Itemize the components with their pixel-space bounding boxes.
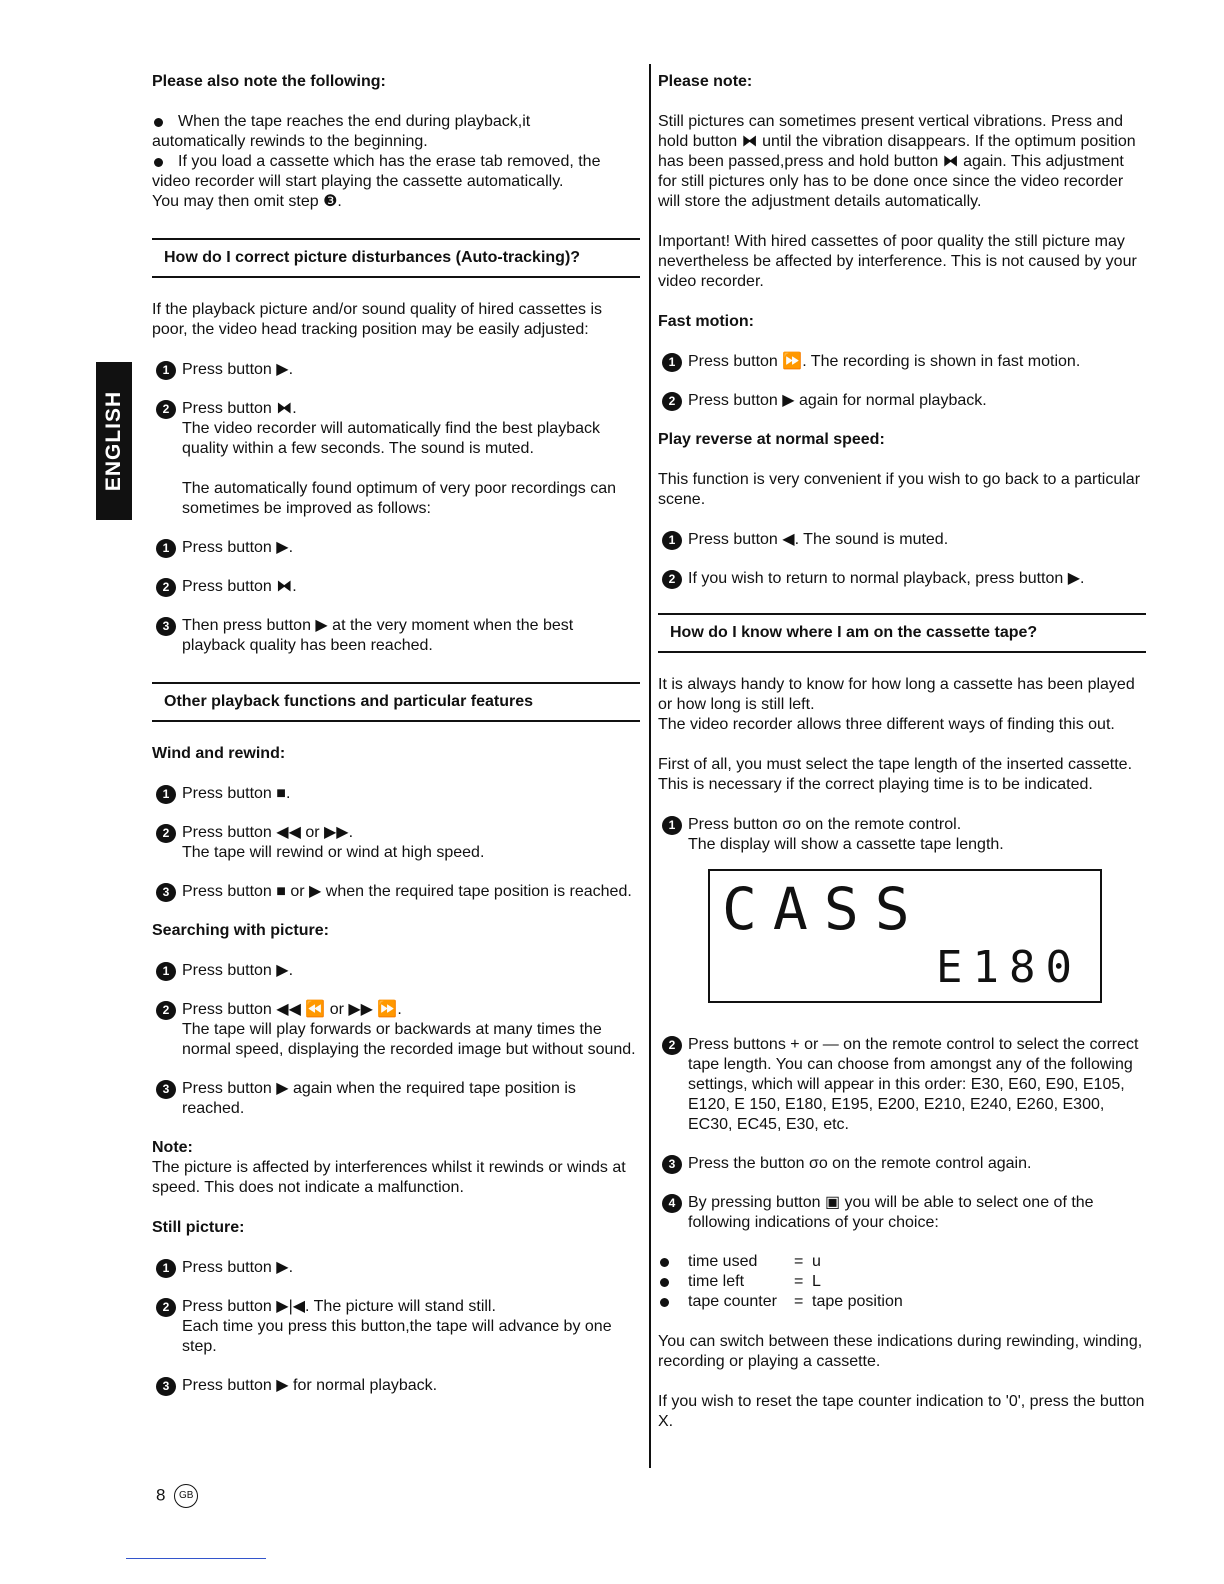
step-item [658,1154,1146,1174]
note-line: You may then omit step ❸. [152,193,342,210]
step-text: Press button ▶ again when the required tape position is reached. [182,1080,576,1117]
step-number: 2 [662,1036,682,1055]
indication-equals: = [794,1293,804,1310]
step-text: Press button ▶. [182,1259,294,1276]
reverse-intro: This function is very convenient if you wish to go back to a particular scene. [658,471,1141,508]
step-item [152,823,640,863]
indication-row [658,1252,1146,1272]
step-number: 1 [662,816,682,835]
step-number: 1 [156,962,176,981]
tape-intro1: It is always handy to know for how long a cassette has been played or how long is still left. [658,676,1135,713]
fast-heading: Fast motion: [658,313,754,330]
still-heading: Still picture: [152,1219,245,1236]
indication-label: time used [688,1253,758,1270]
step-text: Press button ▶ for normal playback. [182,1377,438,1394]
section-title-other-functions: Other playback functions and particular features [152,682,640,722]
step-number: 3 [662,1155,682,1174]
step-item [152,616,640,656]
region-badge: GB [174,1484,198,1508]
step-number: 1 [662,531,682,550]
step-number: 2 [156,400,176,419]
step-item [658,815,1146,855]
step-text: Press button ■. [182,785,291,802]
step-text: Press button ▶. [182,962,294,979]
step-text: Press buttons + or — on the remote control to select the correct tape length. You can choose from amongst any of the following settings, which will appear in this order: E30, E60, E90, E105, E120, E 150, E180, E195, E200, E210, E240, E260, E300, EC30, EC45, E30, etc. [688,1036,1139,1133]
step-text: Then press button ▶ at the very moment when the best playback quality has been reached. [182,617,574,654]
footer-rule [126,1558,266,1559]
display-tape-length: E180 [936,942,1082,993]
step-number: 2 [662,392,682,411]
step-subtext: The automatically found optimum of very poor recordings can sometimes be improved as follows: [182,480,616,517]
step-number: 2 [156,578,176,597]
step-text: Press button ■ or ▶ when the required tape position is reached. [182,883,632,900]
step-text: Press button ▶ again for normal playback. [688,392,987,409]
page-number: 8 [156,1485,166,1505]
step-item [658,391,1146,411]
step-text: Press button ⧓. [182,400,297,417]
step-text: Press button ▶. [182,539,294,556]
indication-label: tape counter [688,1293,777,1310]
note-line: automatically rewinds to the beginning. [152,133,428,150]
indication-list [658,1252,1146,1312]
step-number: 3 [156,1080,176,1099]
indication-value: tape position [812,1293,903,1310]
step-number: 1 [156,1259,176,1278]
display-mode-text: CASS [722,875,926,943]
note-line: video recorder will start playing the cassette automatically. [152,173,564,190]
indication-equals: = [794,1273,804,1290]
step-text: Press button ⧓. [182,578,297,595]
note2-text: The picture is affected by interferences whilst it rewinds or winds at speed. This does not indicate a malfunction. [152,1159,626,1196]
step-text: Press button ▶|◀. The picture will stand still. [182,1298,496,1315]
step-item [152,961,640,981]
language-tab [96,362,132,520]
step-number: 1 [156,785,176,804]
left-column [152,68,640,1415]
wind-heading: Wind and rewind: [152,745,286,762]
step-item [152,1079,640,1119]
section-title-cassette-position: How do I know where I am on the cassette tape? [658,613,1146,653]
step-number: 3 [156,617,176,636]
important-text: Important! With hired cassettes of poor quality the still picture may nevertheless be affected by interference. This is not caused by your video recorder. [658,233,1137,290]
step-item [658,530,1146,550]
step-number: 2 [662,570,682,589]
reverse-heading: Play reverse at normal speed: [658,431,885,448]
search-heading: Searching with picture: [152,922,329,939]
please-note-heading: Please note: [658,73,753,90]
switch-text: You can switch between these indications during rewinding, winding, recording or playing a cassette. [658,1333,1143,1370]
step-item [152,882,640,902]
indication-label: time left [688,1273,745,1290]
step-item [152,1258,640,1278]
step-item [658,1035,1146,1135]
step-subtext: The tape will rewind or wind at high speed. [182,844,485,861]
indication-row [658,1292,1146,1312]
section-title-autotracking: How do I correct picture disturbances (Auto-tracking)? [152,238,640,278]
step-subtext: The tape will play forwards or backwards at many times the normal speed, displaying the recorded image but without sound. [182,1021,636,1058]
step-item [152,577,640,597]
note-heading: Please also note the following: [152,73,386,90]
step-item [152,1297,640,1357]
step-item [658,352,1146,372]
step-number: 1 [156,539,176,558]
right-column [658,68,1146,1432]
step-item [152,1000,640,1060]
step-item [152,538,640,558]
reset-text: If you wish to reset the tape counter indication to '0', press the button X. [658,1393,1145,1430]
step-subtext: The display will show a cassette tape length. [688,836,1004,853]
language-label: ENGLISH [102,390,125,492]
step-item [658,569,1146,589]
step-item [152,1376,640,1396]
indication-value: u [812,1253,821,1270]
step-text: Press button ⏩. The recording is shown in fast motion. [688,353,1081,370]
page-footer [156,1484,198,1508]
please-note-text: Still pictures can sometimes present vertical vibrations. Press and hold button ⧓ until the vibration disappears. If the optimum position has been passed,press and hold button ⧓ again. This adjustment for still pictures only has to be done once since the video recorder will store the adjustment details automatically. [658,113,1136,210]
step-text: Press button ◀◀ or ▶▶. [182,824,354,841]
step-number: 2 [156,824,176,843]
tape-intro2: The video recorder allows three different ways of finding this out. [658,716,1115,733]
indication-value: L [812,1273,821,1290]
step-number: 1 [156,361,176,380]
step-text: Press button σο on the remote control. [688,816,962,833]
step-number: 3 [156,883,176,902]
step-text: By pressing button ▣ you will be able to select one of the following indications of your choice: [688,1194,1094,1231]
step-subtext: Each time you press this button,the tape will advance by one step. [182,1318,612,1355]
step-text: If you wish to return to normal playback, press button ▶. [688,570,1085,587]
step-item [152,360,640,380]
tape-intro3: First of all, you must select the tape length of the inserted cassette. This is necessary if the correct playing time is to be indicated. [658,756,1133,793]
note-list [152,112,640,212]
column-divider [649,64,651,1468]
step-text: Press the button σο on the remote control again. [688,1155,1032,1172]
step-item [152,399,640,519]
note2-heading: Note: [152,1139,193,1156]
note-line: If you load a cassette which has the erase tab removed, the [152,152,640,172]
step-item [152,784,640,804]
step-number: 3 [156,1377,176,1396]
step-number: 4 [662,1194,682,1213]
step-number: 1 [662,353,682,372]
indication-row [658,1272,1146,1292]
step-text: Press button ▶. [182,361,294,378]
step-number: 2 [156,1298,176,1317]
note-line: When the tape reaches the end during playback,it [152,112,640,132]
step-number: 2 [156,1001,176,1020]
step-text: Press button ◀. The sound is muted. [688,531,949,548]
lcd-display [708,869,1102,1003]
autotracking-intro: If the playback picture and/or sound quality of hired cassettes is poor, the video head tracking position may be easily adjusted: [152,301,603,338]
step-item [658,1193,1146,1233]
step-text: Press button ◀◀ ⏪ or ▶▶ ⏩. [182,1001,402,1018]
indication-equals: = [794,1253,804,1270]
step-subtext: The video recorder will automatically find the best playback quality within a few seconds. The sound is muted. [182,420,600,457]
